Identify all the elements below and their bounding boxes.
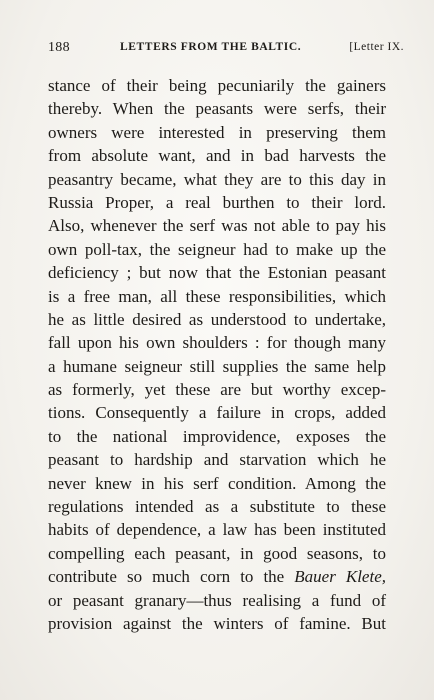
text-line: deficiency ; but now that the Estonian peasant [48, 263, 386, 283]
text-line: Russia Proper, a real burthen to their lord. [48, 192, 386, 212]
text-line: never knew in his serf condition. Among the [48, 473, 386, 493]
page-number: 188 [48, 40, 70, 55]
text-line: regulations intended as a substitute to these [48, 497, 386, 517]
text-line: as formerly, yet these are but worthy excep- [48, 380, 386, 400]
text-line: stance of their being pecuniarily the gainers [48, 76, 386, 95]
text-line [48, 565, 386, 588]
text-line: fall upon his own shoulders : for though many [48, 333, 386, 353]
running-title: LETTERS FROM THE BALTIC. [120, 41, 302, 53]
italic-term: Bauer Klete, [294, 567, 386, 587]
text-line: thereby. When the peasants were serfs, their [48, 99, 386, 119]
text-line-segment: contribute so much corn to the [48, 567, 295, 587]
text-line: compelling each peasant, in good seasons, to [48, 543, 386, 563]
text-line: is a free man, all these responsibilities, which [48, 286, 386, 306]
text-line: he as little desired as understood to undertake, [48, 309, 386, 329]
text-line: tions. Consequently a failure in crops, added [48, 403, 386, 423]
text-line: own poll-tax, the seigneur had to make up the [48, 239, 386, 259]
text-line: from absolute want, and in bad harvests the [48, 146, 386, 166]
text-line: peasant to hardship and starvation which he [48, 450, 386, 470]
text-line: owners were interested in preserving them [48, 122, 386, 142]
body-text [48, 74, 386, 635]
section-label: [Letter IX. [349, 41, 404, 53]
text-line: or peasant granary—thus realising a fund of [48, 590, 386, 610]
text-line: a humane seigneur still supplies the same help [48, 356, 386, 376]
text-line: to the national improvidence, exposes the [48, 426, 386, 446]
running-head [48, 40, 404, 60]
text-line: peasantry became, what they are to this day in [48, 169, 386, 189]
text-line: Also, whenever the serf was not able to pay his [48, 216, 386, 236]
text-line: provision against the winters of famine. But [48, 613, 386, 633]
text-line: habits of dependence, a law has been instituted [48, 520, 386, 540]
